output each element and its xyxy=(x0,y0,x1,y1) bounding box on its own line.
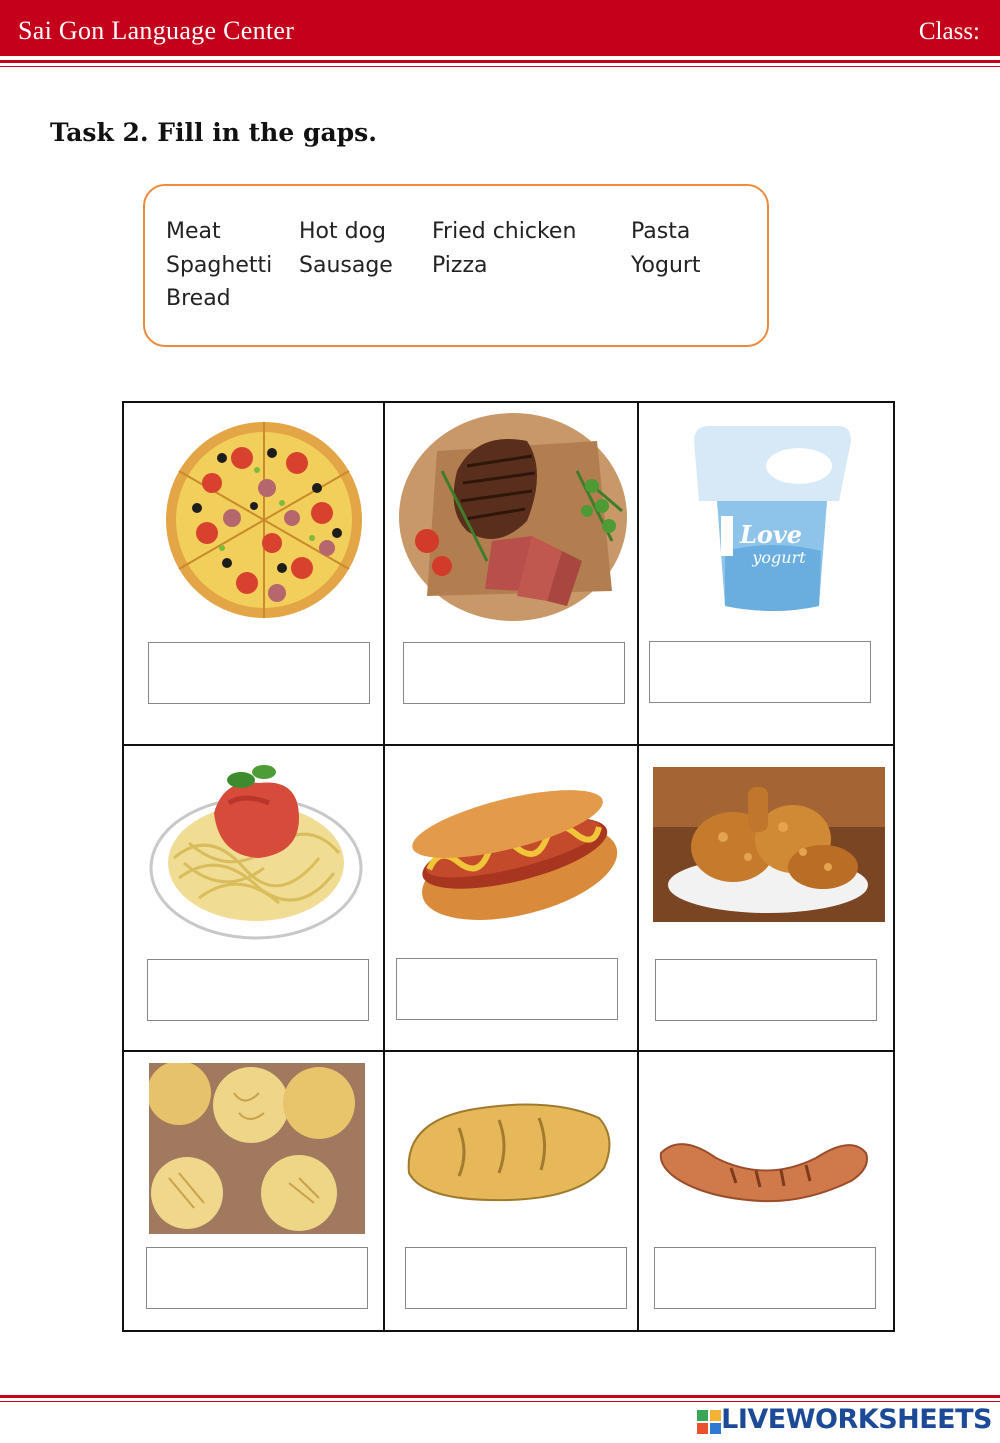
answer-box-hot-dog[interactable] xyxy=(396,958,618,1020)
header-divider-thin xyxy=(0,66,1000,67)
word-meat: Meat xyxy=(166,219,221,244)
word-spaghetti: Spaghetti xyxy=(166,253,273,278)
liveworksheets-logo-icon xyxy=(697,1410,721,1434)
word-fried-chicken: Fried chicken xyxy=(432,219,577,244)
word-hot-dog: Hot dog xyxy=(299,219,387,244)
word-sausage: Sausage xyxy=(299,253,393,278)
footer-divider-thin xyxy=(0,1401,1000,1402)
header-divider xyxy=(0,60,1000,63)
footer-divider xyxy=(0,1395,1000,1398)
sausage-image xyxy=(656,1123,871,1203)
answer-box-sausage[interactable] xyxy=(654,1247,876,1309)
grid-divider xyxy=(124,1050,893,1052)
fried-chicken-image xyxy=(653,767,885,922)
pasta-image xyxy=(149,1063,365,1234)
answer-box-meat[interactable] xyxy=(403,642,625,704)
word-pizza: Pizza xyxy=(432,253,488,278)
answer-box-pizza[interactable] xyxy=(148,642,370,704)
pizza-image xyxy=(162,418,367,623)
hot-dog-image xyxy=(409,768,624,943)
class-label: Class: xyxy=(918,18,980,45)
grid-divider xyxy=(383,403,385,1330)
answer-box-pasta[interactable] xyxy=(146,1247,368,1309)
picture-grid xyxy=(122,401,895,1332)
answer-box-fried-chicken[interactable] xyxy=(655,959,877,1021)
word-bread: Bread xyxy=(166,286,231,311)
header-bar xyxy=(0,0,1000,56)
word-bank xyxy=(143,184,769,347)
yogurt-image xyxy=(679,421,854,616)
answer-box-bread[interactable] xyxy=(405,1247,627,1309)
answer-box-spaghetti[interactable] xyxy=(147,959,369,1021)
word-pasta: Pasta xyxy=(631,219,691,244)
liveworksheets-brand[interactable]: LIVEWORKSHEETS xyxy=(721,1404,992,1435)
center-name: Sai Gon Language Center xyxy=(18,16,295,45)
grid-divider xyxy=(637,403,639,1330)
yogurt-brand-love: Love xyxy=(739,520,803,549)
bread-image xyxy=(399,1098,617,1208)
task-title: Task 2. Fill in the gaps. xyxy=(50,118,377,147)
spaghetti-image xyxy=(149,758,364,943)
word-yogurt: Yogurt xyxy=(631,253,701,278)
yogurt-brand-word: yogurt xyxy=(752,548,806,567)
answer-box-yogurt[interactable] xyxy=(649,641,871,703)
meat-image xyxy=(397,411,629,623)
grid-divider xyxy=(124,744,893,746)
